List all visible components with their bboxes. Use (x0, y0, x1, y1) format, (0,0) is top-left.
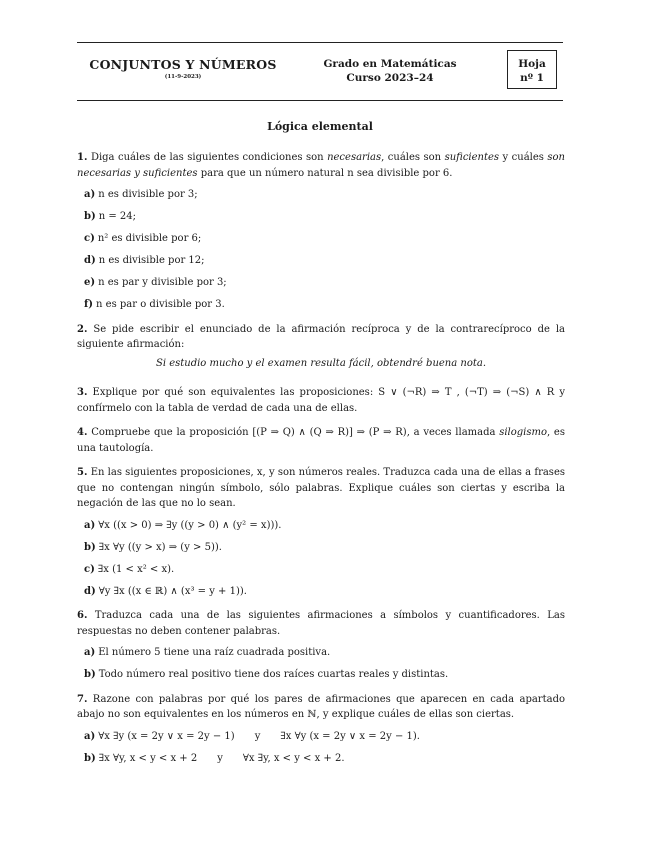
header-date: (11-9-2023) (164, 74, 202, 80)
exercise-5-item: a) ∀x ((x > 0) ⇒ ∃y ((y > 0) ∧ (y² = x))). (84, 519, 282, 531)
exercise-3: 3. Explique por qué son equivalentes las proposiciones: S ∨ (¬R) ⇒ T , (¬T) ⇒ (¬S) ∧ R y confírmelo con la tabla de verdad de cada una de ellas. (77, 387, 565, 414)
exercise-5-item: b) ∃x ∀y ((y > x) ⇒ (y > 5)). (84, 541, 222, 553)
exercise-5: 5. En las siguientes proposiciones, x, y son números reales. Traduzca cada una de ellas a frases que no contengan ningún símbolo, sólo palabras. Explique cuáles son ciertas y escriba la negación de las que no lo sean. (77, 467, 565, 509)
course-title: CONJUNTOS Y NÚMEROS (89, 57, 277, 72)
exercise-1-item: b) n = 24; (84, 211, 137, 222)
exercise-4: 4. Compruebe que la proposición [(P ⇒ Q) ∧ (Q ⇒ R)] ⇒ (P ⇒ R), a veces llamada silogismo, es una tautología. (77, 427, 565, 454)
exercise-1: 1. Diga cuáles de las siguientes condiciones son necesarias, cuáles son suficientes y cuáles son necesarias y suficientes para que un número natural n sea divisible por 6. (77, 152, 565, 179)
exercise-6-item: b) Todo número real positivo tiene dos raíces cuartas reales y distintas. (84, 669, 449, 680)
exercise-2-quote: Si estudio mucho y el examen resulta fácil, obtendré buena nota. (155, 357, 487, 369)
exercise-1-item: a) n es divisible por 3; (84, 189, 198, 200)
exercise-5-item: c) ∃x (1 < x² < x). (84, 563, 175, 575)
exercise-1-item: e) n es par y divisible por 3; (84, 277, 227, 288)
sheet-box (507, 50, 557, 89)
exercise-6: 6. Traduzca cada una de las siguientes afirmaciones a símbolos y cuantificadores. Las respuestas no deben contener palabras. (77, 610, 565, 637)
exercise-1-item: d) n es divisible por 12; (84, 255, 205, 266)
sheet-label: Hoja (518, 58, 546, 70)
academic-year: Curso 2023–24 (346, 72, 434, 84)
exercise-5-item: d) ∀y ∃x ((x ∈ ℝ) ∧ (x³ = y + 1)). (84, 585, 247, 597)
top-rule (77, 42, 563, 43)
header-degree-block (315, 57, 465, 85)
exercise-7-item: b) ∃x ∀y, x < y < x + 2 y ∀x ∃y, x < y < x + 2. (84, 752, 345, 764)
exercise-list (77, 150, 565, 773)
exercise-7: 7. Razone con palabras por qué los pares de afirmaciones que aparecen en cada apartado abajo no son equivalentes en los números en ℕ, y explique cuáles de ellas son ciertas. (77, 693, 565, 720)
exercise-2: 2. Se pide escribir el enunciado de la afirmación recíproca y de la contrarecíproco de la siguiente afirmación: (77, 323, 565, 350)
header-bottom-rule (77, 100, 563, 101)
exercise-1-item: f) n es par o divisible por 3. (84, 299, 225, 310)
exercise-7-item: a) ∀x ∃y (x = 2y ∨ x = 2y − 1) y ∃x ∀y (x = 2y ∨ x = 2y − 1). (84, 730, 420, 742)
exercise-1-item: c) n² es divisible por 6; (84, 233, 202, 244)
degree: Grado en Matemáticas (323, 58, 457, 70)
header-course (88, 57, 278, 80)
document-title: Lógica elemental (267, 120, 373, 133)
sheet-number: nº 1 (520, 72, 544, 84)
exercise-6-item: a) El número 5 tiene una raíz cuadrada positiva. (84, 647, 331, 658)
